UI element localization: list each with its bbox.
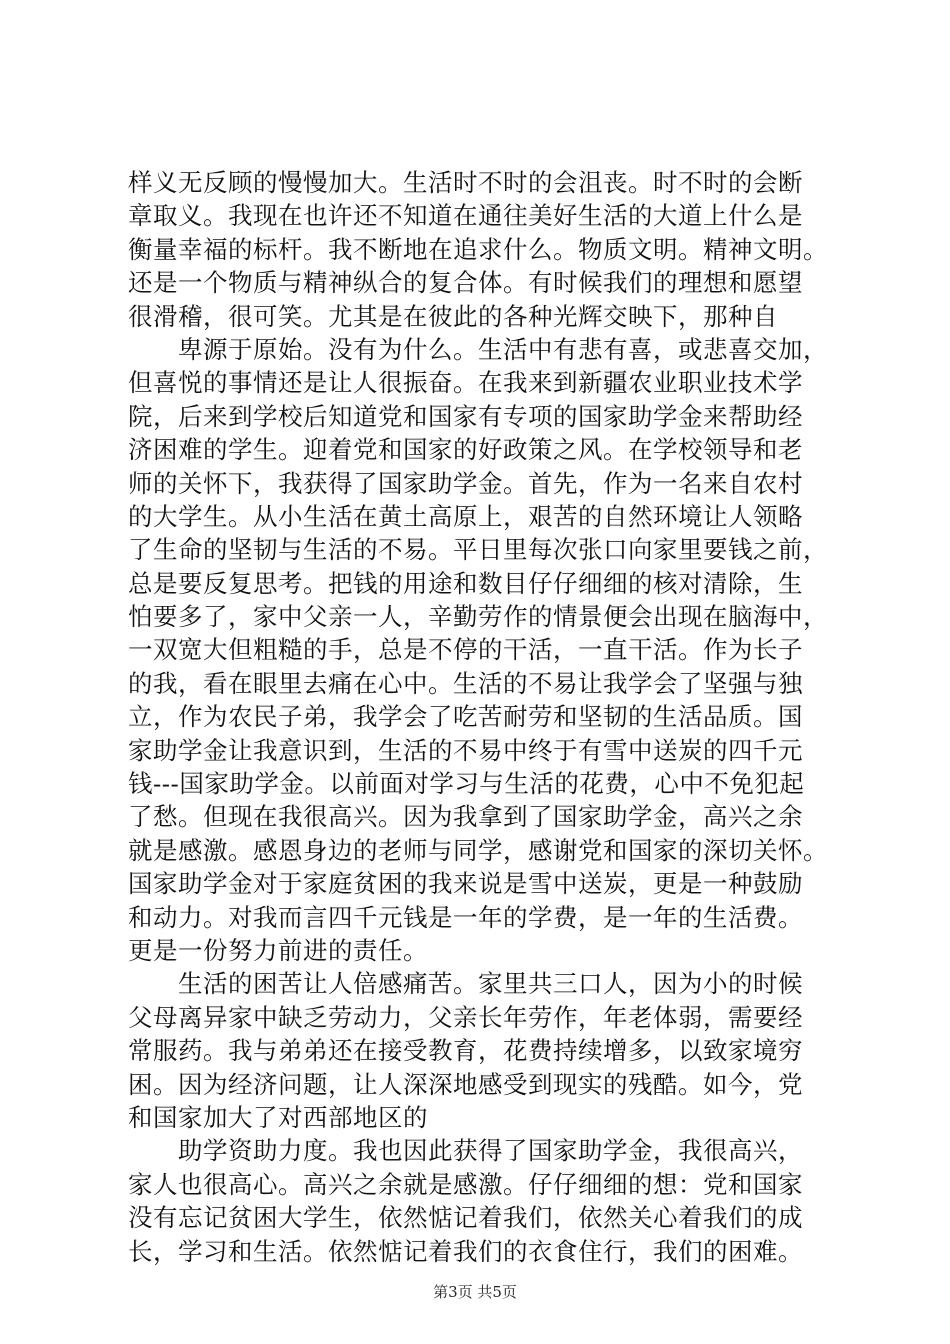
text-line: 家助学金让我意识到，生活的不易中终于有雪中送炭的四千元: [128, 735, 803, 765]
text-line: 还是一个物质与精神纵合的复合体。有时候我们的理想和愿望: [128, 268, 803, 298]
text-line: 更是一份努力前进的责任。: [128, 935, 428, 965]
text-line: 总是要反复思考。把钱的用途和数目仔仔细细的核对清除，生: [128, 568, 803, 598]
text-line: 就是感激。感恩身边的老师与同学，感谢党和国家的深切关怀。: [128, 835, 828, 865]
text-line: 的大学生。从小生活在黄土高原上，艰苦的自然环境让人领略: [128, 501, 803, 531]
text-line: 了生命的坚韧与生活的不易。平日里每次张口向家里要钱之前，: [128, 535, 828, 565]
text-line: 助学资助力度。我也因此获得了国家助学金，我很高兴，: [128, 1136, 803, 1166]
text-line: 很滑稽，很可笑。尤其是在彼此的各种光辉交映下，那种自: [128, 301, 778, 331]
text-line: 没有忘记贫困大学生，依然惦记着我们，依然关心着我们的成: [128, 1203, 803, 1233]
text-line: 卑源于原始。没有为什么。生活中有悲有喜，或悲喜交加，: [128, 334, 828, 364]
text-line: 立，作为农民子弟，我学会了吃苦耐劳和坚韧的生活品质。国: [128, 702, 803, 732]
text-line: 常服药。我与弟弟还在接受教育，花费持续增多，以致家境穷: [128, 1036, 803, 1066]
text-line: 父母离异家中缺乏劳动力，父亲长年劳作，年老体弱，需要经: [128, 1002, 803, 1032]
text-line: 和国家加大了对西部地区的: [128, 1102, 428, 1132]
text-line: 衡量幸福的标杆。我不断地在追求什么。物质文明。精神文明。: [128, 234, 828, 264]
text-line: 国家助学金对于家庭贫困的我来说是雪中送炭，更是一种鼓励: [128, 869, 803, 899]
text-line: 的我，看在眼里去痛在心中。生活的不易让我学会了坚强与独: [128, 668, 803, 698]
text-line: 困。因为经济问题，让人深深地感受到现实的残酷。如今，党: [128, 1069, 803, 1099]
text-line: 济困难的学生。迎着党和国家的好政策之风。在学校领导和老: [128, 435, 803, 465]
text-line: 长，学习和生活。依然惦记着我们的衣食住行，我们的困难。: [128, 1236, 803, 1266]
text-line: 家人也很高心。高兴之余就是感激。仔仔细细的想：党和国家: [128, 1169, 803, 1199]
text-line: 师的关怀下，我获得了国家助学金。首先，作为一名来自农村: [128, 468, 803, 498]
text-line: 怕要多了，家中父亲一人，辛勤劳作的情景便会出现在脑海中，: [128, 602, 828, 632]
text-line: 章取义。我现在也许还不知道在通往美好生活的大道上什么是: [128, 201, 803, 231]
text-line: 但喜悦的事情还是让人很振奋。在我来到新疆农业职业技术学: [128, 368, 803, 398]
text-line: 院，后来到学校后知道党和国家有专项的国家助学金来帮助经: [128, 401, 803, 431]
text-line: 样义无反顾的慢慢加大。生活时不时的会沮丧。时不时的会断: [128, 168, 803, 197]
text-line: 钱---国家助学金。以前面对学习与生活的花费，心中不免犯起: [128, 769, 805, 799]
text-line: 生活的困苦让人倍感痛苦。家里共三口人，因为小的时候: [128, 969, 803, 999]
text-line: 一双宽大但粗糙的手，总是不停的干活，一直干活。作为长子: [128, 635, 803, 665]
text-line: 了愁。但现在我很高兴。因为我拿到了国家助学金，高兴之余: [128, 802, 803, 832]
body-text: [128, 166, 848, 1268]
text-line: 和动力。对我而言四千元钱是一年的学费，是一年的生活费。: [128, 902, 803, 932]
page-number-footer: 第3页 共5页: [433, 1283, 517, 1301]
